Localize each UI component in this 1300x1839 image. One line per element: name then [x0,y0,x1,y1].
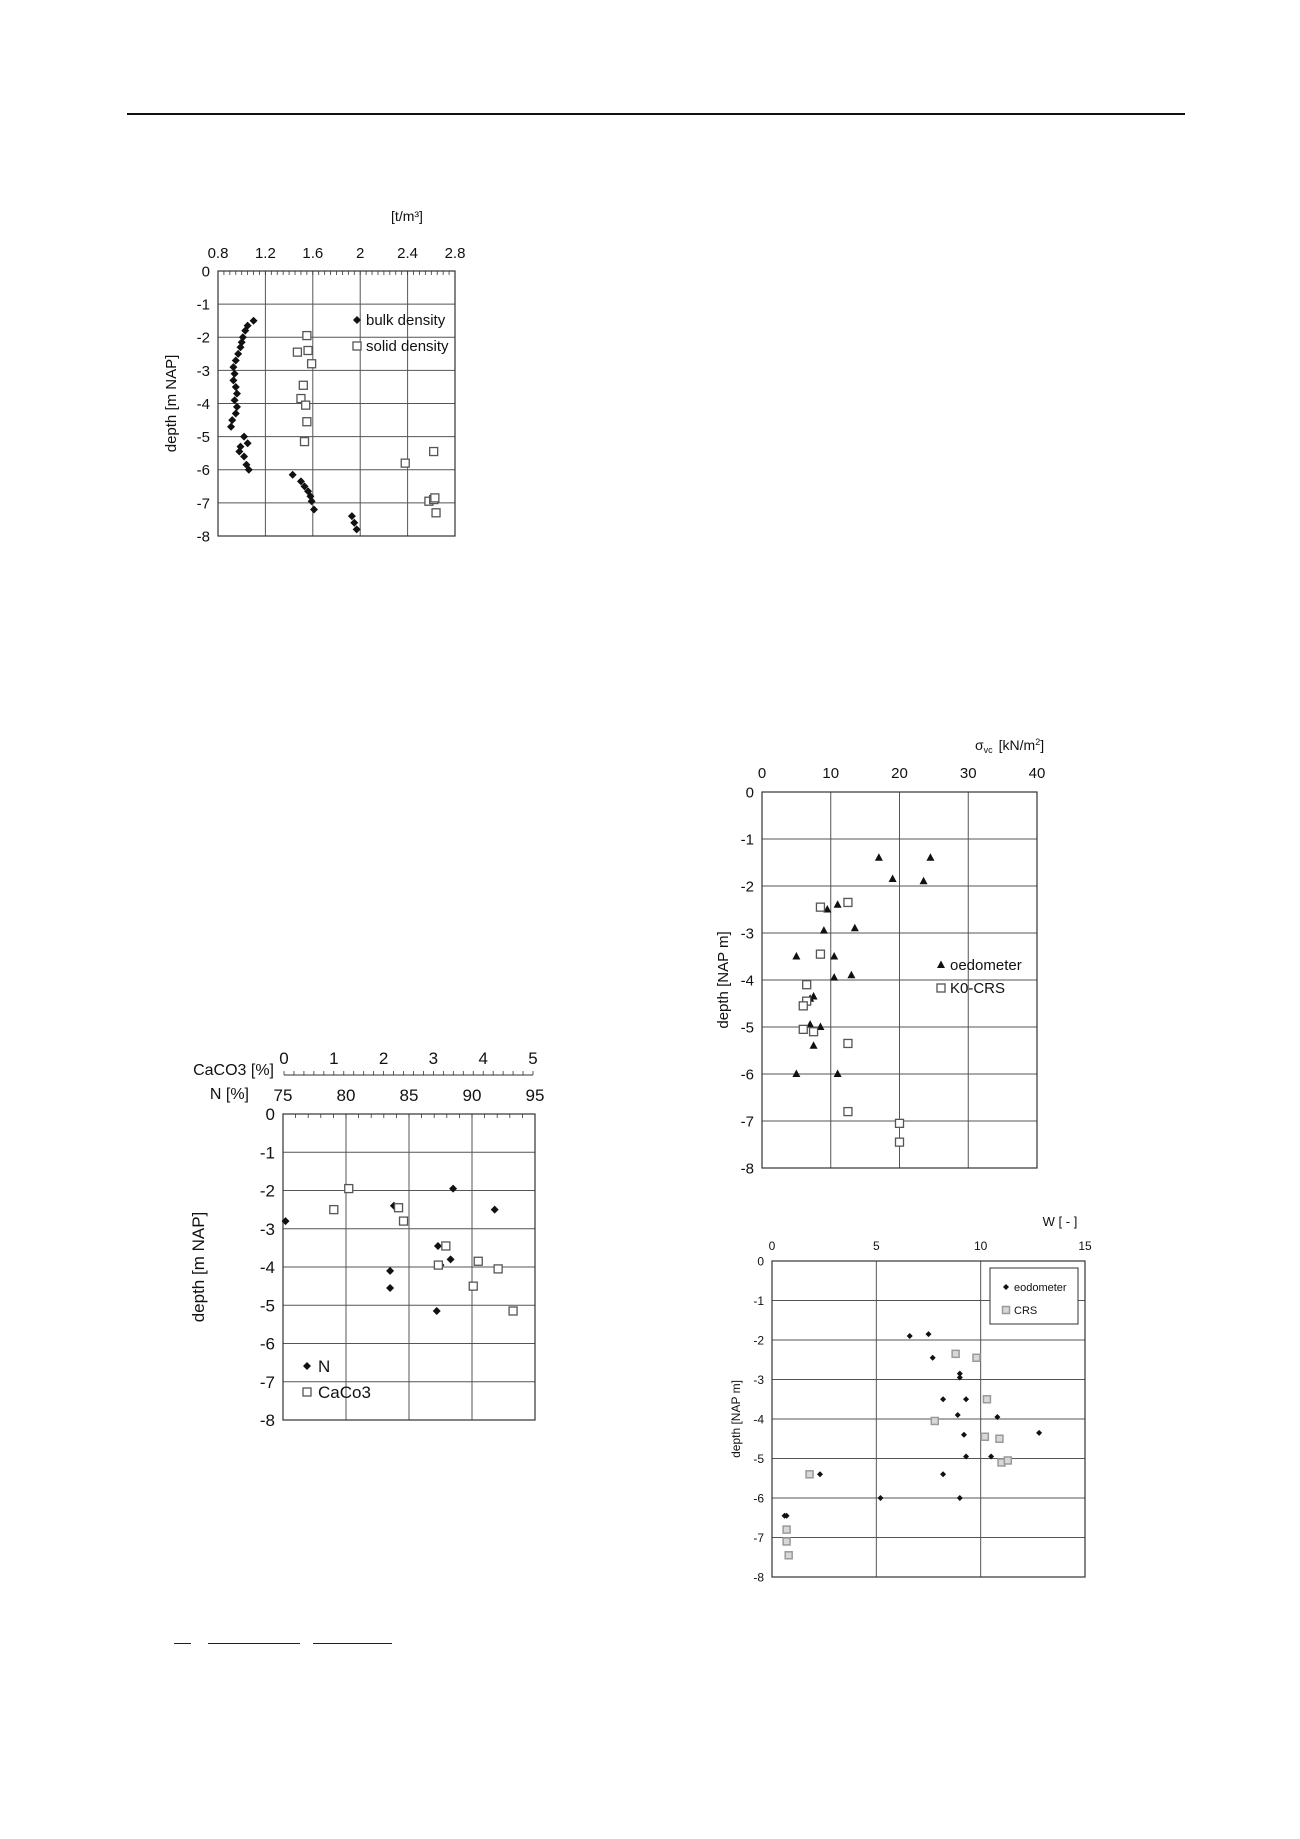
y-tick-label: -6 [196,462,210,480]
data-point [301,438,309,446]
y-axis-label: depth [m NAP] [163,354,180,453]
data-point [834,1070,842,1078]
y-tick-label: -3 [259,1219,275,1239]
x-tick-label: 20 [891,765,908,782]
legend-label-eodometer: eodometer [1014,1282,1067,1294]
y-tick-label: -7 [740,1113,754,1131]
legend-label-n: N [318,1357,331,1376]
unit-subscript: vc [983,745,993,755]
footnote-rule-2 [208,1643,300,1644]
y-tick-label: -1 [196,296,210,314]
data-point [844,1108,852,1116]
y-tick-label: 0 [265,1105,275,1125]
x-tick-label: 1.2 [254,245,276,262]
data-point [449,1185,457,1193]
data-point [494,1265,502,1273]
chart-density [163,208,465,545]
data-point [803,981,811,989]
unit-superscript: 2 [1035,737,1041,747]
data-point [996,1435,1003,1442]
data-point [983,1396,990,1403]
data-point [830,973,838,981]
unit-sigma: σ [975,737,984,753]
data-point [889,874,897,882]
data-point [430,448,438,456]
data-point [250,317,258,325]
data-point [229,363,237,371]
y-tick-label: -6 [753,1491,764,1506]
data-point [434,1242,442,1250]
x-tick-label: 2.4 [397,245,419,262]
y-tick-label: -2 [196,329,210,347]
x-tick-label-n: 90 [462,1086,482,1105]
data-point [233,390,241,398]
y-tick-label: -4 [753,1412,764,1427]
data-point [920,877,928,885]
top-tick-label-caco3: 3 [428,1049,439,1068]
unit-bracket: ] [1040,737,1045,753]
data-point [244,439,252,447]
y-tick-label: -3 [753,1372,764,1387]
y-tick-label: -7 [259,1372,275,1392]
y-tick-label: -8 [259,1411,275,1431]
y-tick-label: -3 [196,362,210,380]
x-tick-label: 2.8 [444,245,466,262]
unit-label: W [ - ] [1042,1214,1078,1229]
x-axis-title: N [%] [209,1086,249,1103]
x-tick-label: 0.8 [207,245,229,262]
y-axis-label: depth [NAP m] [729,1380,743,1458]
data-point [875,853,883,861]
legend-label-oedometer: oedometer [950,957,1022,974]
data-point [227,423,235,431]
x-tick-label-n: 80 [336,1086,356,1105]
data-point [431,494,439,502]
chart-water-content [729,1214,1092,1584]
top-tick-label-caco3: 5 [528,1049,538,1068]
y-tick-label: -1 [259,1143,275,1163]
legend-marker-k0crs [937,984,945,992]
x-tick-label: 0 [768,1239,776,1253]
y-tick-label: -3 [740,925,754,943]
y-tick-label: -5 [753,1451,764,1466]
y-tick-label: -7 [753,1530,764,1545]
data-point [229,376,237,384]
data-point [817,1471,823,1477]
data-point [961,1432,967,1438]
x-tick-label: 2 [356,245,365,262]
legend-label-k0crs: K0-CRS [950,980,1006,997]
chart-caco3-nitrogen [189,1049,544,1430]
data-point [816,903,824,911]
data-point [963,1396,969,1402]
data-point [491,1206,499,1214]
data-point [434,1261,442,1269]
data-point [433,1307,441,1315]
data-point [228,416,236,424]
y-tick-label: 0 [201,263,210,281]
data-point [232,356,240,364]
unit-kn: [kN/m [998,737,1036,753]
data-point [851,924,859,932]
y-axis-label: depth [NAP m] [715,931,732,1029]
y-tick-label: -4 [740,972,754,990]
data-point [432,509,440,517]
data-point [386,1284,394,1292]
data-point [981,1433,988,1440]
data-point [293,348,301,356]
y-tick-label: -2 [753,1333,764,1348]
data-point [926,1331,932,1337]
data-point [442,1242,450,1250]
data-point [509,1307,517,1315]
data-point [395,1204,403,1212]
x-tick-label-n: 75 [273,1086,293,1105]
data-point [233,403,241,411]
data-point [834,900,842,908]
legend [937,957,1022,997]
data-point [310,506,318,514]
legend-marker-solid-density [353,342,361,350]
data-point [806,1471,813,1478]
data-point [304,347,312,355]
data-point [447,1255,455,1263]
data-point [289,471,297,479]
data-point [1004,1457,1011,1464]
data-point [973,1354,980,1361]
data-point [844,898,852,906]
data-point [830,952,838,960]
unit-label [975,737,1044,755]
top-tick-label-caco3: 1 [329,1049,339,1068]
top-axis-title: CaCO3 [%] [193,1062,274,1079]
y-tick-label: -5 [740,1019,754,1037]
data-point [783,1538,790,1545]
legend-label-caco3: CaCo3 [318,1383,371,1402]
y-tick-label: -6 [740,1066,754,1084]
data-point [345,1185,353,1193]
y-tick-label: -8 [196,528,210,546]
data-point [353,525,361,533]
data-point [232,409,240,417]
data-point [348,512,356,520]
y-tick-label: -6 [259,1334,275,1354]
data-point [816,950,824,958]
data-point [792,1070,800,1078]
x-tick-label-n: 85 [399,1086,419,1105]
legend-marker-crs [1003,1307,1010,1314]
data-point [926,853,934,861]
data-point [308,360,316,368]
legend [353,312,449,355]
y-tick-label: -2 [259,1181,275,1201]
data-point [401,459,409,467]
data-point [896,1119,904,1127]
data-point [469,1282,477,1290]
legend-label-bulk-density: bulk density [366,312,446,329]
unit-label: [t/m³] [391,208,423,224]
legend-label-crs: CRS [1014,1305,1038,1317]
data-point [330,1206,338,1214]
x-tick-label: 0 [757,765,767,782]
data-point [231,370,239,378]
y-tick-label: -4 [196,395,210,413]
x-tick-label: 15 [1078,1239,1092,1253]
data-point [299,381,307,389]
data-point [302,401,310,409]
x-tick-label: 10 [822,765,840,782]
data-point [847,971,855,979]
y-tick-label: 0 [745,784,754,802]
y-tick-label: -2 [740,878,754,896]
data-point [234,350,242,358]
y-tick-label: -5 [196,429,210,447]
y-tick-label: 0 [757,1254,764,1269]
data-point [1036,1430,1042,1436]
data-point [240,433,248,441]
data-point [303,418,311,426]
footnote-rule-3 [313,1643,392,1644]
data-point [232,383,240,391]
y-tick-label: -8 [753,1570,764,1585]
data-point [931,1417,938,1424]
data-point [844,1039,852,1047]
data-point [785,1552,792,1559]
data-point [386,1267,394,1275]
data-point [957,1495,963,1501]
data-point [955,1412,961,1418]
x-tick-label-n: 95 [525,1086,545,1105]
y-tick-label: -4 [259,1258,275,1278]
footnote-rule-1 [174,1643,191,1644]
legend [990,1268,1078,1324]
y-tick-label: -1 [740,831,754,849]
data-point [952,1350,959,1357]
data-point [878,1495,884,1501]
y-tick-label: -1 [753,1293,764,1308]
legend-marker-n [303,1362,311,1370]
chart-preconsolidation-stress [715,737,1045,1177]
data-point [783,1526,790,1533]
legend-label-solid-density: solid density [366,338,449,355]
x-tick-label: 40 [1028,765,1046,782]
data-point [799,1002,807,1010]
y-tick-label: -8 [740,1160,754,1178]
x-tick-label: 1.6 [302,245,324,262]
legend [303,1357,371,1402]
y-axis-label: depth [m NAP] [189,1211,208,1323]
top-tick-label-caco3: 0 [279,1049,289,1068]
data-point [231,396,239,404]
x-tick-label: 10 [973,1239,988,1253]
legend-marker-caco3 [303,1388,311,1396]
data-point [930,1355,936,1361]
y-tick-label: -5 [259,1296,275,1316]
data-point [810,1028,818,1036]
top-tick-label-caco3: 4 [478,1049,488,1068]
data-point [792,952,800,960]
data-point [799,1025,807,1033]
y-tick-label: -7 [196,495,210,513]
x-tick-label: 30 [959,765,977,782]
data-point [350,519,358,527]
data-point [940,1471,946,1477]
data-point [896,1138,904,1146]
data-point [810,1041,818,1049]
data-point [474,1257,482,1265]
legend-marker-oedometer [937,961,945,969]
data-point [907,1333,913,1339]
data-point [400,1217,408,1225]
data-point [820,926,828,934]
top-tick-label-caco3: 2 [378,1049,389,1068]
data-point [940,1396,946,1402]
data-point [303,332,311,340]
data-point [240,453,248,461]
x-tick-label: 5 [872,1239,880,1253]
